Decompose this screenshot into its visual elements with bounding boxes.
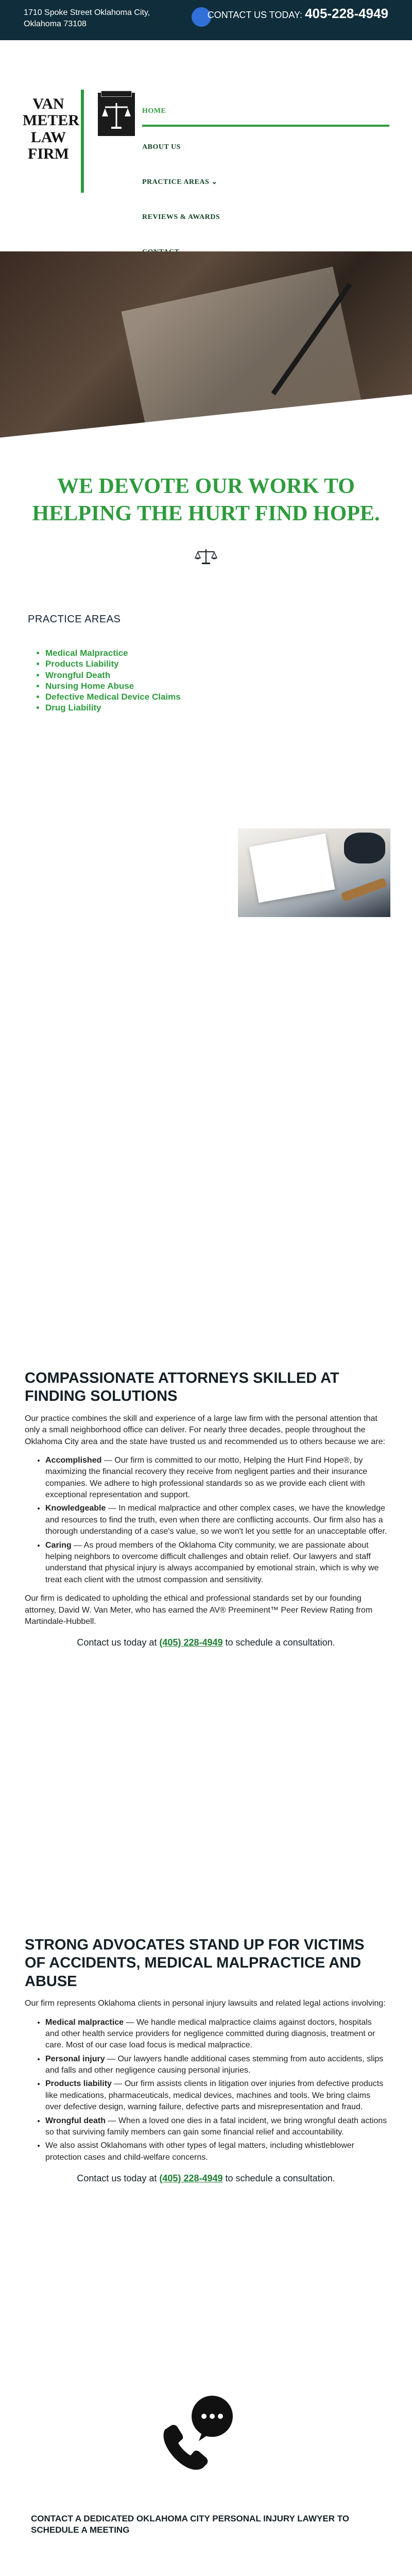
practice-link[interactable]: Wrongful Death: [45, 670, 111, 680]
practice-link[interactable]: Products Liability: [45, 659, 119, 669]
photo-document: [249, 834, 335, 903]
practice-item[interactable]: [45, 648, 384, 658]
address-line-1: 1710 Spoke Street Oklahoma City,: [24, 8, 150, 17]
scales-badge-icon: [98, 93, 135, 136]
practice-areas: [0, 612, 412, 828]
contract-photo: [238, 828, 390, 917]
bullet-term: Products liability: [45, 2079, 112, 2089]
logo-line: VAN: [32, 95, 64, 112]
devote-section: [0, 457, 412, 612]
photo-section: [0, 828, 412, 1369]
strong-title: STRONG ADVOCATES STAND UP FOR VICTIMS OF ACCIDENTS, MEDICAL MALPRACTICE AND ABUSE: [25, 1937, 365, 1990]
strong-contact: [25, 2172, 387, 2185]
list-item: [45, 2115, 387, 2139]
phone-link[interactable]: (405) 228-4949: [159, 1637, 223, 1648]
scales-icon: [98, 93, 135, 136]
top-contact: [208, 6, 388, 22]
logo[interactable]: [23, 95, 80, 163]
phone-link[interactable]: (405) 228-4949: [159, 2173, 223, 2184]
contact-post: to schedule a consultation.: [222, 2173, 335, 2184]
scales-of-justice-icon: [195, 548, 217, 565]
nav-home[interactable]: HOME: [142, 101, 389, 127]
list-item: [45, 1455, 387, 1501]
bullet-term: Wrongful death: [45, 2116, 106, 2125]
photo-gavel: [341, 877, 388, 902]
bullet-text: — Our lawyers handle additional cases stemming from auto accidents, slips and falls and other negligence causing personal injuries.: [45, 2054, 384, 2075]
top-bar: [0, 0, 412, 40]
cta-title: CONTACT A DEDICATED OKLAHOMA CITY PERSONAL INJURY LAWYER TO SCHEDULE A MEETING: [31, 2514, 350, 2535]
chevron-down-icon: ⌄: [211, 178, 218, 186]
practice-item[interactable]: [45, 670, 384, 681]
bullet-text: We also assist Oklahomans with other types of legal matters, including whistleblower protection cases and child-welfare concerns.: [45, 2141, 354, 2162]
top-phone-link[interactable]: 405-228-4949: [305, 6, 388, 21]
bullet-text: — As proud members of the Oklahoma City community, we are passionate about helping neighbors to overcome difficult challenges and obtain relief. Our lawyers and staff understand that physical injury is always accompanied by emotional strain, which is why we treat each client with the utmost compassion and sensitivity.: [45, 1540, 379, 1584]
compassion-list: [25, 1455, 387, 1586]
list-item: [45, 2054, 387, 2077]
bullet-text: — When a loved one dies in a fatal incident, we bring wrongful death actions so that surviving family members can gain some financial relief and accountability.: [45, 2116, 387, 2137]
devote-heading: [0, 473, 412, 527]
strong-section: [0, 1936, 412, 2389]
top-address: [24, 7, 188, 29]
nav-about-us[interactable]: ABOUT US: [142, 143, 181, 151]
logo-line: FIRM: [28, 145, 69, 163]
nav-reviews-awards[interactable]: REVIEWS & AWARDS: [142, 213, 220, 221]
hero-image: [0, 251, 412, 457]
bullet-text: — Our firm is committed to our motto, Helping the Hurt Find Hope®, by maximizing the financial recovery they receive from negligent parties and their insurance companies. We adhere to high professional standards so as we provide each client with exceptional representation and support.: [45, 1455, 368, 1500]
practice-item[interactable]: [45, 658, 384, 669]
practice-list: [28, 648, 384, 714]
logo-line: LAW: [30, 128, 66, 146]
bullet-term: Personal injury: [45, 2054, 105, 2063]
compassion-intro: Our practice combines the skill and experience of a large law firm with the personal attention that only a small neighborhood office can deliver. For nearly three decades, people throughout the Oklahoma City area and the state have trusted us and recommended us to others because we are:: [25, 1414, 385, 1446]
compassion-section: [0, 1369, 412, 1936]
practice-item[interactable]: [45, 702, 384, 713]
address-line-2: Oklahoma 73108: [24, 19, 87, 28]
photo-hand: [344, 833, 385, 863]
bullet-term: Accomplished: [45, 1455, 102, 1465]
contact-pre: Contact us today at: [77, 2173, 160, 2184]
contact-label: CONTACT US TODAY:: [207, 10, 303, 20]
compassion-closing: Our firm is dedicated to upholding the ethical and professional standards set by our founding attorney, David W. Van Meter, who has earned the AV® Preeminent™ Peer Review Rating from Martindale-Hubbell.: [25, 1594, 373, 1626]
phone-chat-icon: [154, 2389, 242, 2477]
compassion-title: COMPASSIONATE ATTORNEYS SKILLED AT FINDING SOLUTIONS: [25, 1370, 339, 1405]
bullet-text: — Our firm assists clients in litigation over injuries from defective products like medications, pharmaceuticals, medical devices, machines and tools. We bring claims over defective design, warning failure, defective parts and misrepresentation and fraud.: [45, 2079, 384, 2112]
compassion-contact: [25, 1636, 387, 1649]
bullet-term: Medical malpractice: [45, 2018, 124, 2027]
list-item: [45, 2140, 387, 2163]
site-header: [0, 40, 412, 251]
nav-practice-label: PRACTICE AREAS: [142, 178, 210, 186]
contact-pre: Contact us today at: [77, 1637, 160, 1648]
list-item: [45, 2017, 387, 2052]
list-item: [45, 1503, 387, 1537]
list-item: [45, 2078, 387, 2113]
bullet-text: — In medical malpractice and other complex cases, we have the knowledge and resources to find the truth, even when there are conflicting accounts. Our firm also has a thorough understanding of a case's value, so we won't let you settle for an unacceptable offer.: [45, 1504, 387, 1536]
practice-item[interactable]: [45, 681, 384, 691]
practice-link[interactable]: Nursing Home Abuse: [45, 681, 134, 691]
bullet-text: — We handle medical malpractice claims against doctors, hospitals and other health service providers for negligence committed during diagnosis, treatment or care. Most of our case load focus is medical malpractice.: [45, 2018, 375, 2050]
devote-line-1: WE DEVOTE OUR WORK TO: [57, 474, 355, 498]
badge-ribbon: [101, 91, 132, 97]
contact-post: to schedule a consultation.: [222, 1637, 335, 1648]
list-item: [45, 1540, 387, 1586]
practice-title: PRACTICE AREAS: [28, 614, 121, 625]
practice-link[interactable]: Medical Malpractice: [45, 648, 128, 658]
logo-divider: [81, 90, 84, 193]
cta-section: [0, 2389, 412, 2575]
nav-practice-areas[interactable]: [142, 171, 389, 206]
practice-link[interactable]: Defective Medical Device Claims: [45, 692, 181, 702]
strong-intro: Our firm represents Oklahoma clients in personal injury lawsuits and related legal actions involving:: [25, 1999, 386, 2008]
logo-line: METER: [23, 112, 80, 129]
devote-line-2: HELPING THE HURT FIND HOPE.: [32, 501, 380, 526]
strong-list: [25, 2017, 387, 2164]
bullet-term: Caring: [45, 1540, 72, 1550]
practice-link[interactable]: Drug Liability: [45, 703, 101, 713]
bullet-term: Knowledgeable: [45, 1504, 106, 1513]
practice-item[interactable]: [45, 691, 384, 702]
